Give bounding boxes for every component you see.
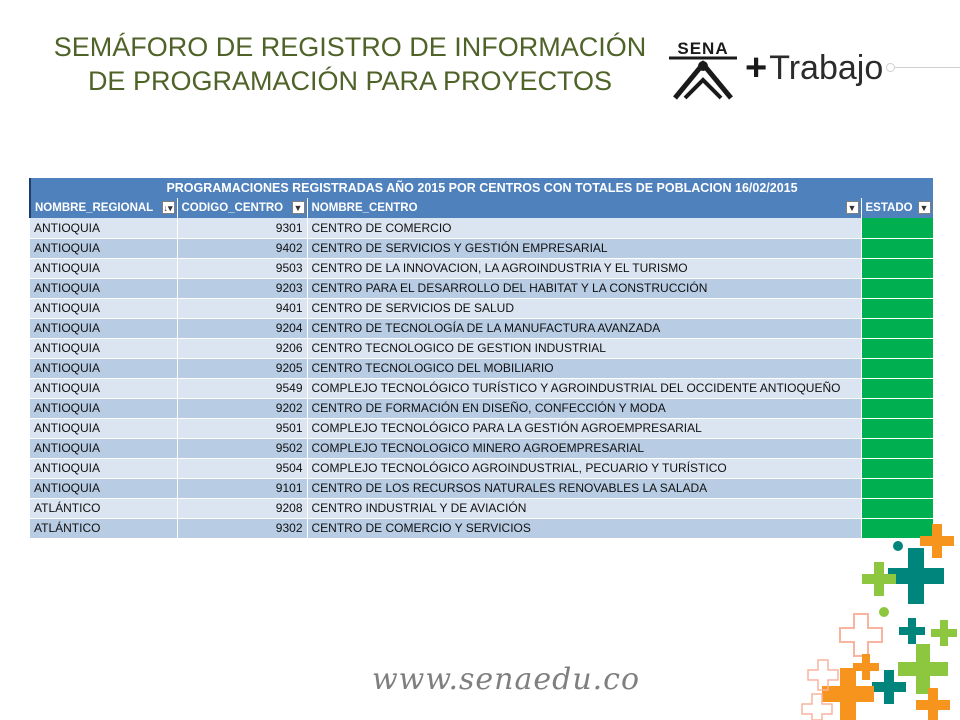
sena-logo <box>663 36 743 100</box>
cell-nombre-centro[interactable]: CENTRO DE COMERCIO <box>307 218 861 238</box>
cell-codigo-centro[interactable]: 9205 <box>177 358 307 378</box>
cell-nombre-regional[interactable]: ANTIOQUIA <box>30 318 177 338</box>
table-row[interactable] <box>30 518 933 538</box>
table-row[interactable] <box>30 258 933 278</box>
brand-divider <box>888 67 960 68</box>
cell-nombre-centro[interactable]: CENTRO DE SERVICIOS Y GESTIÓN EMPRESARIAL <box>307 238 861 258</box>
cell-codigo-centro[interactable]: 9204 <box>177 318 307 338</box>
cell-codigo-centro[interactable]: 9208 <box>177 498 307 518</box>
column-header-nombre-centro[interactable] <box>307 198 861 218</box>
plus-outline-icon <box>840 614 882 656</box>
cell-codigo-centro[interactable]: 9203 <box>177 278 307 298</box>
table-row[interactable] <box>30 498 933 518</box>
cell-nombre-centro[interactable]: COMPLEJO TECNOLÓGICO PARA LA GESTIÓN AGROEMPRESARIAL <box>307 418 861 438</box>
programaciones-table <box>29 178 934 539</box>
plus-icon: + <box>745 47 768 89</box>
plus-cross-icon <box>899 618 925 644</box>
cell-codigo-centro[interactable]: 9503 <box>177 258 307 278</box>
table-row[interactable] <box>30 338 933 358</box>
column-header-codigo-centro[interactable] <box>177 198 307 218</box>
cell-nombre-centro[interactable]: CENTRO DE TECNOLOGÍA DE LA MANUFACTURA AVANZADA <box>307 318 861 338</box>
table-row[interactable] <box>30 398 933 418</box>
table-row[interactable] <box>30 478 933 498</box>
table-row[interactable] <box>30 278 933 298</box>
circle-dot-icon <box>893 541 903 551</box>
cell-nombre-regional[interactable]: ANTIOQUIA <box>30 218 177 238</box>
slide-title <box>40 30 660 98</box>
cell-nombre-regional[interactable]: ANTIOQUIA <box>30 278 177 298</box>
title-line-1: SEMÁFORO DE REGISTRO DE INFORMACIÓN <box>53 32 647 62</box>
cell-nombre-centro[interactable]: COMPLEJO TECNOLÓGICO AGROINDUSTRIAL, PECUARIO Y TURÍSTICO <box>307 458 861 478</box>
cell-codigo-centro[interactable]: 9502 <box>177 438 307 458</box>
cell-nombre-regional[interactable]: ANTIOQUIA <box>30 338 177 358</box>
column-header-nombre-regional[interactable] <box>30 198 177 218</box>
cell-nombre-regional[interactable]: ANTIOQUIA <box>30 358 177 378</box>
cell-estado[interactable] <box>861 458 933 478</box>
cell-nombre-centro[interactable]: CENTRO TECNOLOGICO DE GESTION INDUSTRIAL <box>307 338 861 358</box>
cell-estado[interactable] <box>861 498 933 518</box>
cell-codigo-centro[interactable]: 9401 <box>177 298 307 318</box>
cell-codigo-centro[interactable]: 9549 <box>177 378 307 398</box>
brand-dot <box>886 63 895 72</box>
table-row[interactable] <box>30 438 933 458</box>
cell-estado[interactable] <box>861 438 933 458</box>
cell-nombre-regional[interactable]: ANTIOQUIA <box>30 418 177 438</box>
cell-nombre-centro[interactable]: CENTRO DE LA INNOVACION, LA AGROINDUSTRIA Y EL TURISMO <box>307 258 861 278</box>
table-row[interactable] <box>30 358 933 378</box>
plus-cross-icon <box>931 620 957 646</box>
cell-nombre-regional[interactable]: ANTIOQUIA <box>30 238 177 258</box>
cell-estado[interactable] <box>861 398 933 418</box>
table-row[interactable] <box>30 238 933 258</box>
brand-text: Trabajo <box>769 49 884 87</box>
table-row[interactable] <box>30 418 933 438</box>
cell-estado[interactable] <box>861 218 933 238</box>
sena-logo-text: SENA <box>677 39 729 58</box>
cell-nombre-regional[interactable]: ANTIOQUIA <box>30 438 177 458</box>
cell-estado[interactable] <box>861 338 933 358</box>
cell-nombre-centro[interactable]: COMPLEJO TECNOLOGICO MINERO AGROEMPRESARIAL <box>307 438 861 458</box>
filter-dropdown-icon[interactable]: ▼ <box>846 201 859 214</box>
cell-nombre-centro[interactable]: CENTRO INDUSTRIAL Y DE AVIACIÓN <box>307 498 861 518</box>
cell-estado[interactable] <box>861 358 933 378</box>
filter-dropdown-icon[interactable]: ▼ <box>292 201 305 214</box>
plus-cross-icon <box>862 562 896 596</box>
cell-nombre-centro[interactable]: CENTRO DE LOS RECURSOS NATURALES RENOVABLES LA SALADA <box>307 478 861 498</box>
cell-nombre-centro[interactable]: CENTRO DE SERVICIOS DE SALUD <box>307 298 861 318</box>
cell-nombre-centro[interactable]: COMPLEJO TECNOLÓGICO TURÍSTICO Y AGROINDUSTRIAL DEL OCCIDENTE ANTIOQUEÑO <box>307 378 861 398</box>
circle-dot-icon <box>879 607 889 617</box>
plus-outline-icon <box>808 660 838 690</box>
cell-codigo-centro[interactable]: 9206 <box>177 338 307 358</box>
table-row[interactable] <box>30 458 933 478</box>
cell-codigo-centro[interactable]: 9202 <box>177 398 307 418</box>
cell-nombre-centro[interactable]: CENTRO PARA EL DESARROLLO DEL HABITAT Y LA CONSTRUCCIÓN <box>307 278 861 298</box>
table-row[interactable] <box>30 218 933 238</box>
cell-nombre-centro[interactable]: CENTRO DE COMERCIO Y SERVICIOS <box>307 518 861 538</box>
cell-estado[interactable] <box>861 298 933 318</box>
cell-nombre-regional[interactable]: ANTIOQUIA <box>30 298 177 318</box>
cell-estado[interactable] <box>861 318 933 338</box>
mas-trabajo-logo <box>745 48 883 88</box>
plus-cross-icon <box>920 524 954 558</box>
cell-nombre-regional[interactable]: ATLÁNTICO <box>30 518 177 538</box>
cell-estado[interactable] <box>861 378 933 398</box>
cell-nombre-regional[interactable]: ATLÁNTICO <box>30 498 177 518</box>
cell-estado[interactable] <box>861 418 933 438</box>
title-line-2: DE PROGRAMACIÓN PARA PROYECTOS <box>87 66 613 96</box>
column-header-estado[interactable] <box>861 198 933 218</box>
cell-codigo-centro[interactable]: 9301 <box>177 218 307 238</box>
cell-estado[interactable] <box>861 258 933 278</box>
cell-codigo-centro[interactable]: 9101 <box>177 478 307 498</box>
table-row[interactable] <box>30 378 933 398</box>
decorative-plus-pattern <box>800 520 960 720</box>
cell-estado[interactable] <box>861 238 933 258</box>
table-body <box>30 218 933 538</box>
cell-nombre-centro[interactable]: CENTRO TECNOLOGICO DEL MOBILIARIO <box>307 358 861 378</box>
cell-estado[interactable] <box>861 278 933 298</box>
column-header-label: NOMBRE_CENTRO <box>311 202 418 214</box>
cell-codigo-centro[interactable]: 9501 <box>177 418 307 438</box>
column-header-label: CODIGO_CENTRO <box>181 202 284 214</box>
cell-codigo-centro[interactable]: 9302 <box>177 518 307 538</box>
cell-codigo-centro[interactable]: 9402 <box>177 238 307 258</box>
filter-active-icon[interactable]: ▼ <box>918 201 931 214</box>
cell-codigo-centro[interactable]: 9504 <box>177 458 307 478</box>
cell-nombre-regional[interactable]: ANTIOQUIA <box>30 478 177 498</box>
website-url: www.senaedu.co <box>372 662 641 697</box>
cell-nombre-regional[interactable]: ANTIOQUIA <box>30 398 177 418</box>
table-row[interactable] <box>30 318 933 338</box>
cell-nombre-regional[interactable]: ANTIOQUIA <box>30 458 177 478</box>
sort-filter-icon[interactable]: ↓▾ <box>163 203 173 213</box>
table-row[interactable] <box>30 298 933 318</box>
table-caption: PROGRAMACIONES REGISTRADAS AÑO 2015 POR CENTROS CON TOTALES DE POBLACION 16/02/2015 <box>30 178 933 198</box>
column-header-label: ESTADO <box>865 202 913 214</box>
plus-cross-icon <box>853 654 879 680</box>
cell-nombre-regional[interactable]: ANTIOQUIA <box>30 378 177 398</box>
column-header-label: NOMBRE_REGIONAL <box>35 202 154 214</box>
cell-nombre-centro[interactable]: CENTRO DE FORMACIÓN EN DISEÑO, CONFECCIÓN Y MODA <box>307 398 861 418</box>
cell-nombre-regional[interactable]: ANTIOQUIA <box>30 258 177 278</box>
cell-estado[interactable] <box>861 478 933 498</box>
